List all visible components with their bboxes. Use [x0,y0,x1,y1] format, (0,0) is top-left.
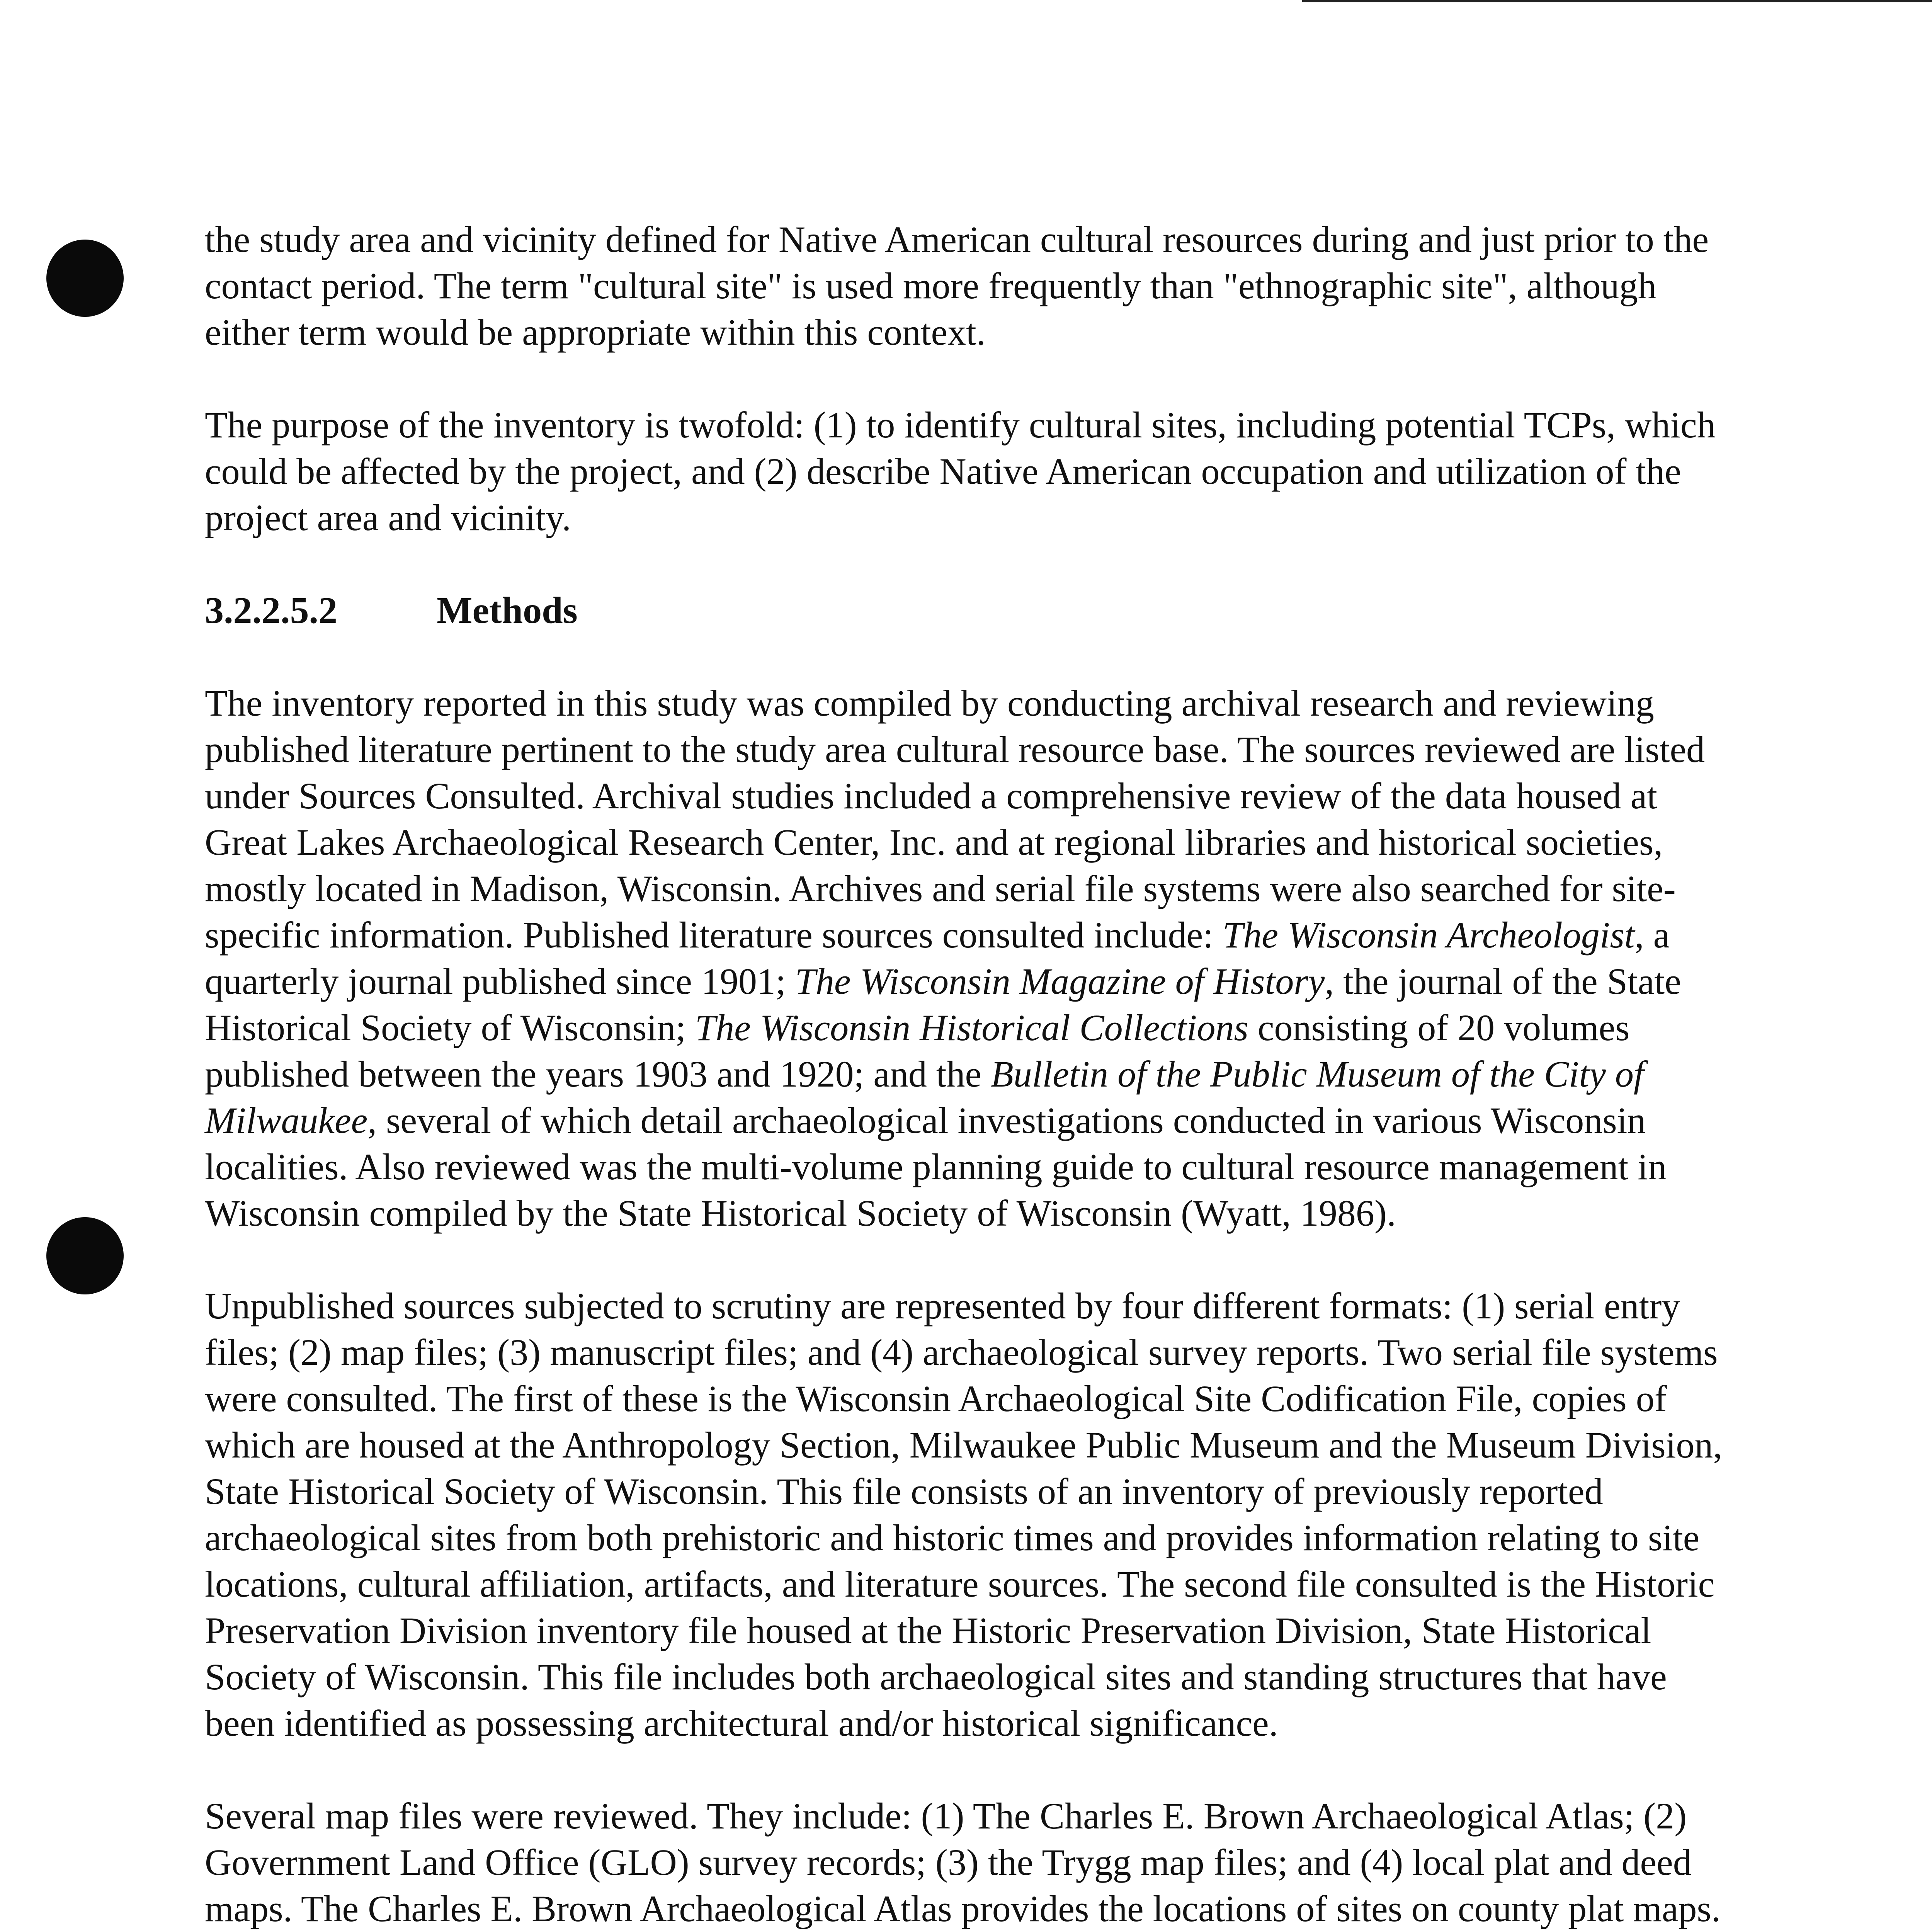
paragraph-unpublished-sources: Unpublished sources subjected to scrutiny are represented by four different formats: (1) serial entry files; (2) map files; (3) manuscript files; and (4) archaeological survey reports. Two serial file systems were consulted. The first of these is the Wisconsin Archaeological Site Codification File, copies of which are housed at the Anthropology Section, Milwaukee Public Museum and the Museum Division, State Historical Society of Wisconsin. This file consists of an inventory of previously reported archaeological sites from both prehistoric and historic times and provides information relating to site locations, cultural affiliation, artifacts, and literature sources. The second file consulted is the Historic Preservation Division inventory file housed at the Historic Preservation Division, State Historical Society of Wisconsin. This file includes both archaeological sites and standing structures that have been identified as possessing architectural and/or historical significance. [205,1285,1723,1744]
text-run: consisting of 20 volumes published between the years 1903 and 1920; and the [205,1007,1630,1095]
top-edge-rule [1302,0,1932,2]
page-body [205,216,1727,1932]
punch-hole-top [46,240,124,317]
italic-title: The Wisconsin Archeologist [1222,914,1635,956]
text-run: , the journal of the State Historical Society of Wisconsin; [205,961,1681,1048]
paragraph-map-files [205,1793,1727,1932]
paragraph-methods [205,680,1727,1236]
text-run: , several of which detail archaeological investigations conducted in various Wisconsin localities. Also reviewed was the multi-volume planning guide to cultural resource management in Wisconsin compiled by the State Historical Society of Wisconsin (Wyatt, 1986). [205,1100,1667,1234]
text-run: , a quarterly journal published since 1901; [205,914,1670,1002]
italic-title: The Wisconsin Magazine of History [795,961,1325,1002]
section-title: Methods [437,590,578,631]
punch-hole-middle [46,1217,124,1294]
italic-title: The Wisconsin Historical Collections [695,1007,1248,1048]
text-run: The inventory reported in this study was compiled by conducting archival research and reviewing published literature pertinent to the study area cultural resource base. The sources reviewed are listed under Sources Consulted. Archival studies included a comprehensive review of the data housed at Great Lakes Archaeological Research Center, Inc. and at regional libraries and historical societies, mostly located in Madison, Wisconsin. Archives and serial file systems were also searched for site-specific information. Published literature sources consulted include: [205,682,1705,956]
section-number: 3.2.2.5.2 [205,590,337,631]
text-run: Several map files were reviewed. They include: (1) The Charles E. Brown Archaeological Atlas; (2) Government Land Office (GLO) survey records; (3) the Trygg map files; and (4) local plat and deed maps. The Charles E. Brown Archaeological Atlas provides the locations of sites on county plat maps. [205,1795,1721,1929]
paragraph-purpose: The purpose of the inventory is twofold: (1) to identify cultural sites, including potential TCPs, which could be affected by the project, and (2) describe Native American occupation and utilization of the project area and vicinity. [205,404,1716,538]
italic-title: Bulletin of the Public Museum of the City of Milwaukee [205,1053,1644,1141]
paragraph-intro: the study area and vicinity defined for Native American cultural resources during and just prior to the contact period. The term "cultural site" is used more frequently than "ethnographic site", although either term would be appropriate within this context. [205,219,1709,353]
section-heading [205,587,1727,634]
